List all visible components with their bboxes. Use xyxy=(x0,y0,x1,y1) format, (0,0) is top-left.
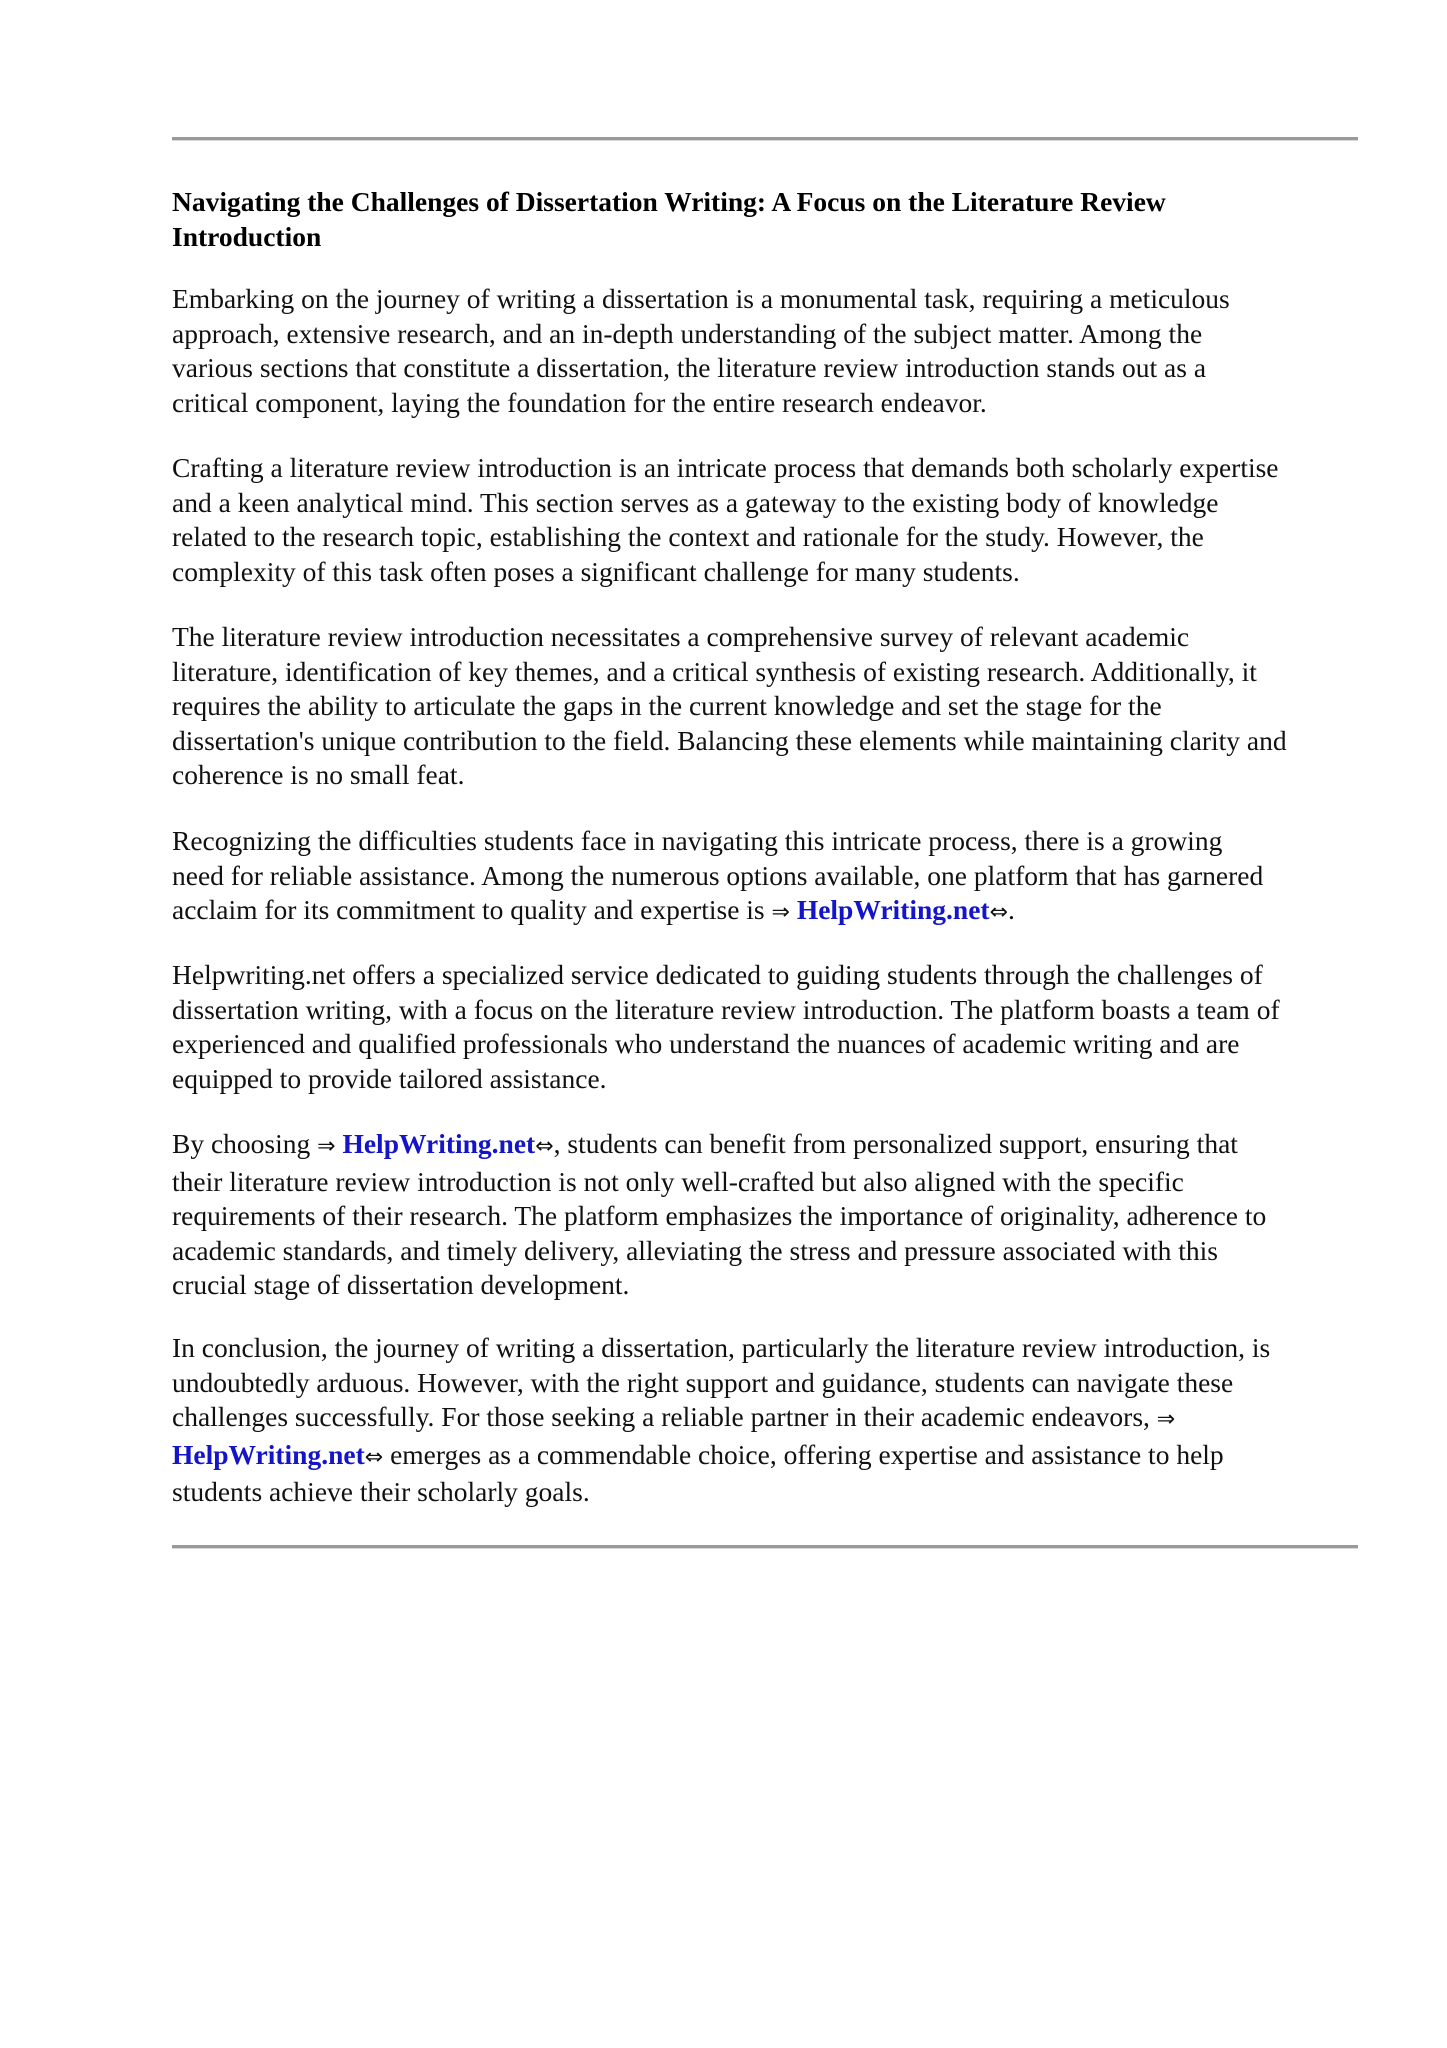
helpwriting-link[interactable]: HelpWriting.net xyxy=(172,1438,365,1470)
paragraph-offers: Helpwriting.net offers a specialized service dedicated to guiding students through the challenges of dissertation writing, with a focus on the literature review introduction. The platform boasts a team of experienced and qualified professionals who understand the nuances of academic writing and are equipped to provide tailored assistance. xyxy=(172,959,1280,1094)
left-right-double-arrow-icon: ⇔ xyxy=(364,1444,384,1470)
paragraph-necessitates: The literature review introduction necessitates a comprehensive survey of relevant academic literature, identification of key themes, and a critical synthesis of existing research. Additionally, it requires the ability to articulate the gaps in the current knowledge and set the stage for the dissertation's unique contribution to the field. Balancing these elements while maintaining clarity and coherence is no small feat. xyxy=(172,621,1287,791)
title-line-2: Introduction xyxy=(172,220,322,252)
helpwriting-link[interactable]: HelpWriting.net xyxy=(796,894,990,926)
paragraph-recognizing: Recognizing the difficulties students face in navigating this intricate process, there is a growing need for reliable assistance. Among the numerous options available, one platform that has garnered acclaim for its commitment to quality and expertise is ⇒ HelpWriting.net⇔. xyxy=(172,825,1264,926)
bottom-horizontal-rule xyxy=(172,1545,1358,1548)
helpwriting-link[interactable]: HelpWriting.net xyxy=(342,1128,536,1159)
paragraph-crafting: Crafting a literature review introduction is an intricate process that demands both scholarly expertise and a keen analytical mind. This section serves as a gateway to the existing body of knowledge related to the research topic, establishing the context and rationale for the study. However, the complexity of this task often poses a significant challenge for many students. xyxy=(172,452,1279,587)
document-title xyxy=(172,185,1358,254)
paragraph-intro: Embarking on the journey of writing a dissertation is a monumental task, requiring a meticulous approach, extensive research, and an in-depth understanding of the subject matter. Among the various sections that constitute a dissertation, the literature review introduction stands out as a critical component, laying the foundation for the entire research endeavor. xyxy=(172,283,1230,418)
title-line-1: Navigating the Challenges of Dissertation Writing: A Focus on the Literature Review xyxy=(172,186,1166,217)
right-double-arrow-icon: ⇒ xyxy=(771,900,790,926)
left-right-double-arrow-icon: ⇔ xyxy=(989,900,1009,926)
paragraph-conclusion: In conclusion, the journey of writing a dissertation, particularly the literature review introduction, is undoubtedly arduous. However, with the right support and guidance, students can navigate these challenges successfully. For those seeking a reliable partner in their academic endeavors, ⇒ HelpWriting.net⇔ emerges as a commendable choice, offering expertise and assistance to help students achieve their scholarly goals. xyxy=(172,1332,1271,1508)
top-horizontal-rule xyxy=(172,137,1358,140)
right-double-arrow-icon: ⇒ xyxy=(317,1134,336,1159)
right-double-arrow-icon: ⇒ xyxy=(1156,1407,1176,1433)
paragraph-choosing: By choosing ⇒ HelpWriting.net⇔, students can benefit from personalized support, ensuring that their literature review introduction is not only well-crafted but also aligned with the specific requirements of their research. The platform emphasizes the importance of originality, adherence to academic standards, and timely delivery, alleviating the stress and pressure associated with this crucial stage of dissertation development. xyxy=(172,1128,1267,1301)
left-right-double-arrow-icon: ⇔ xyxy=(535,1134,554,1159)
